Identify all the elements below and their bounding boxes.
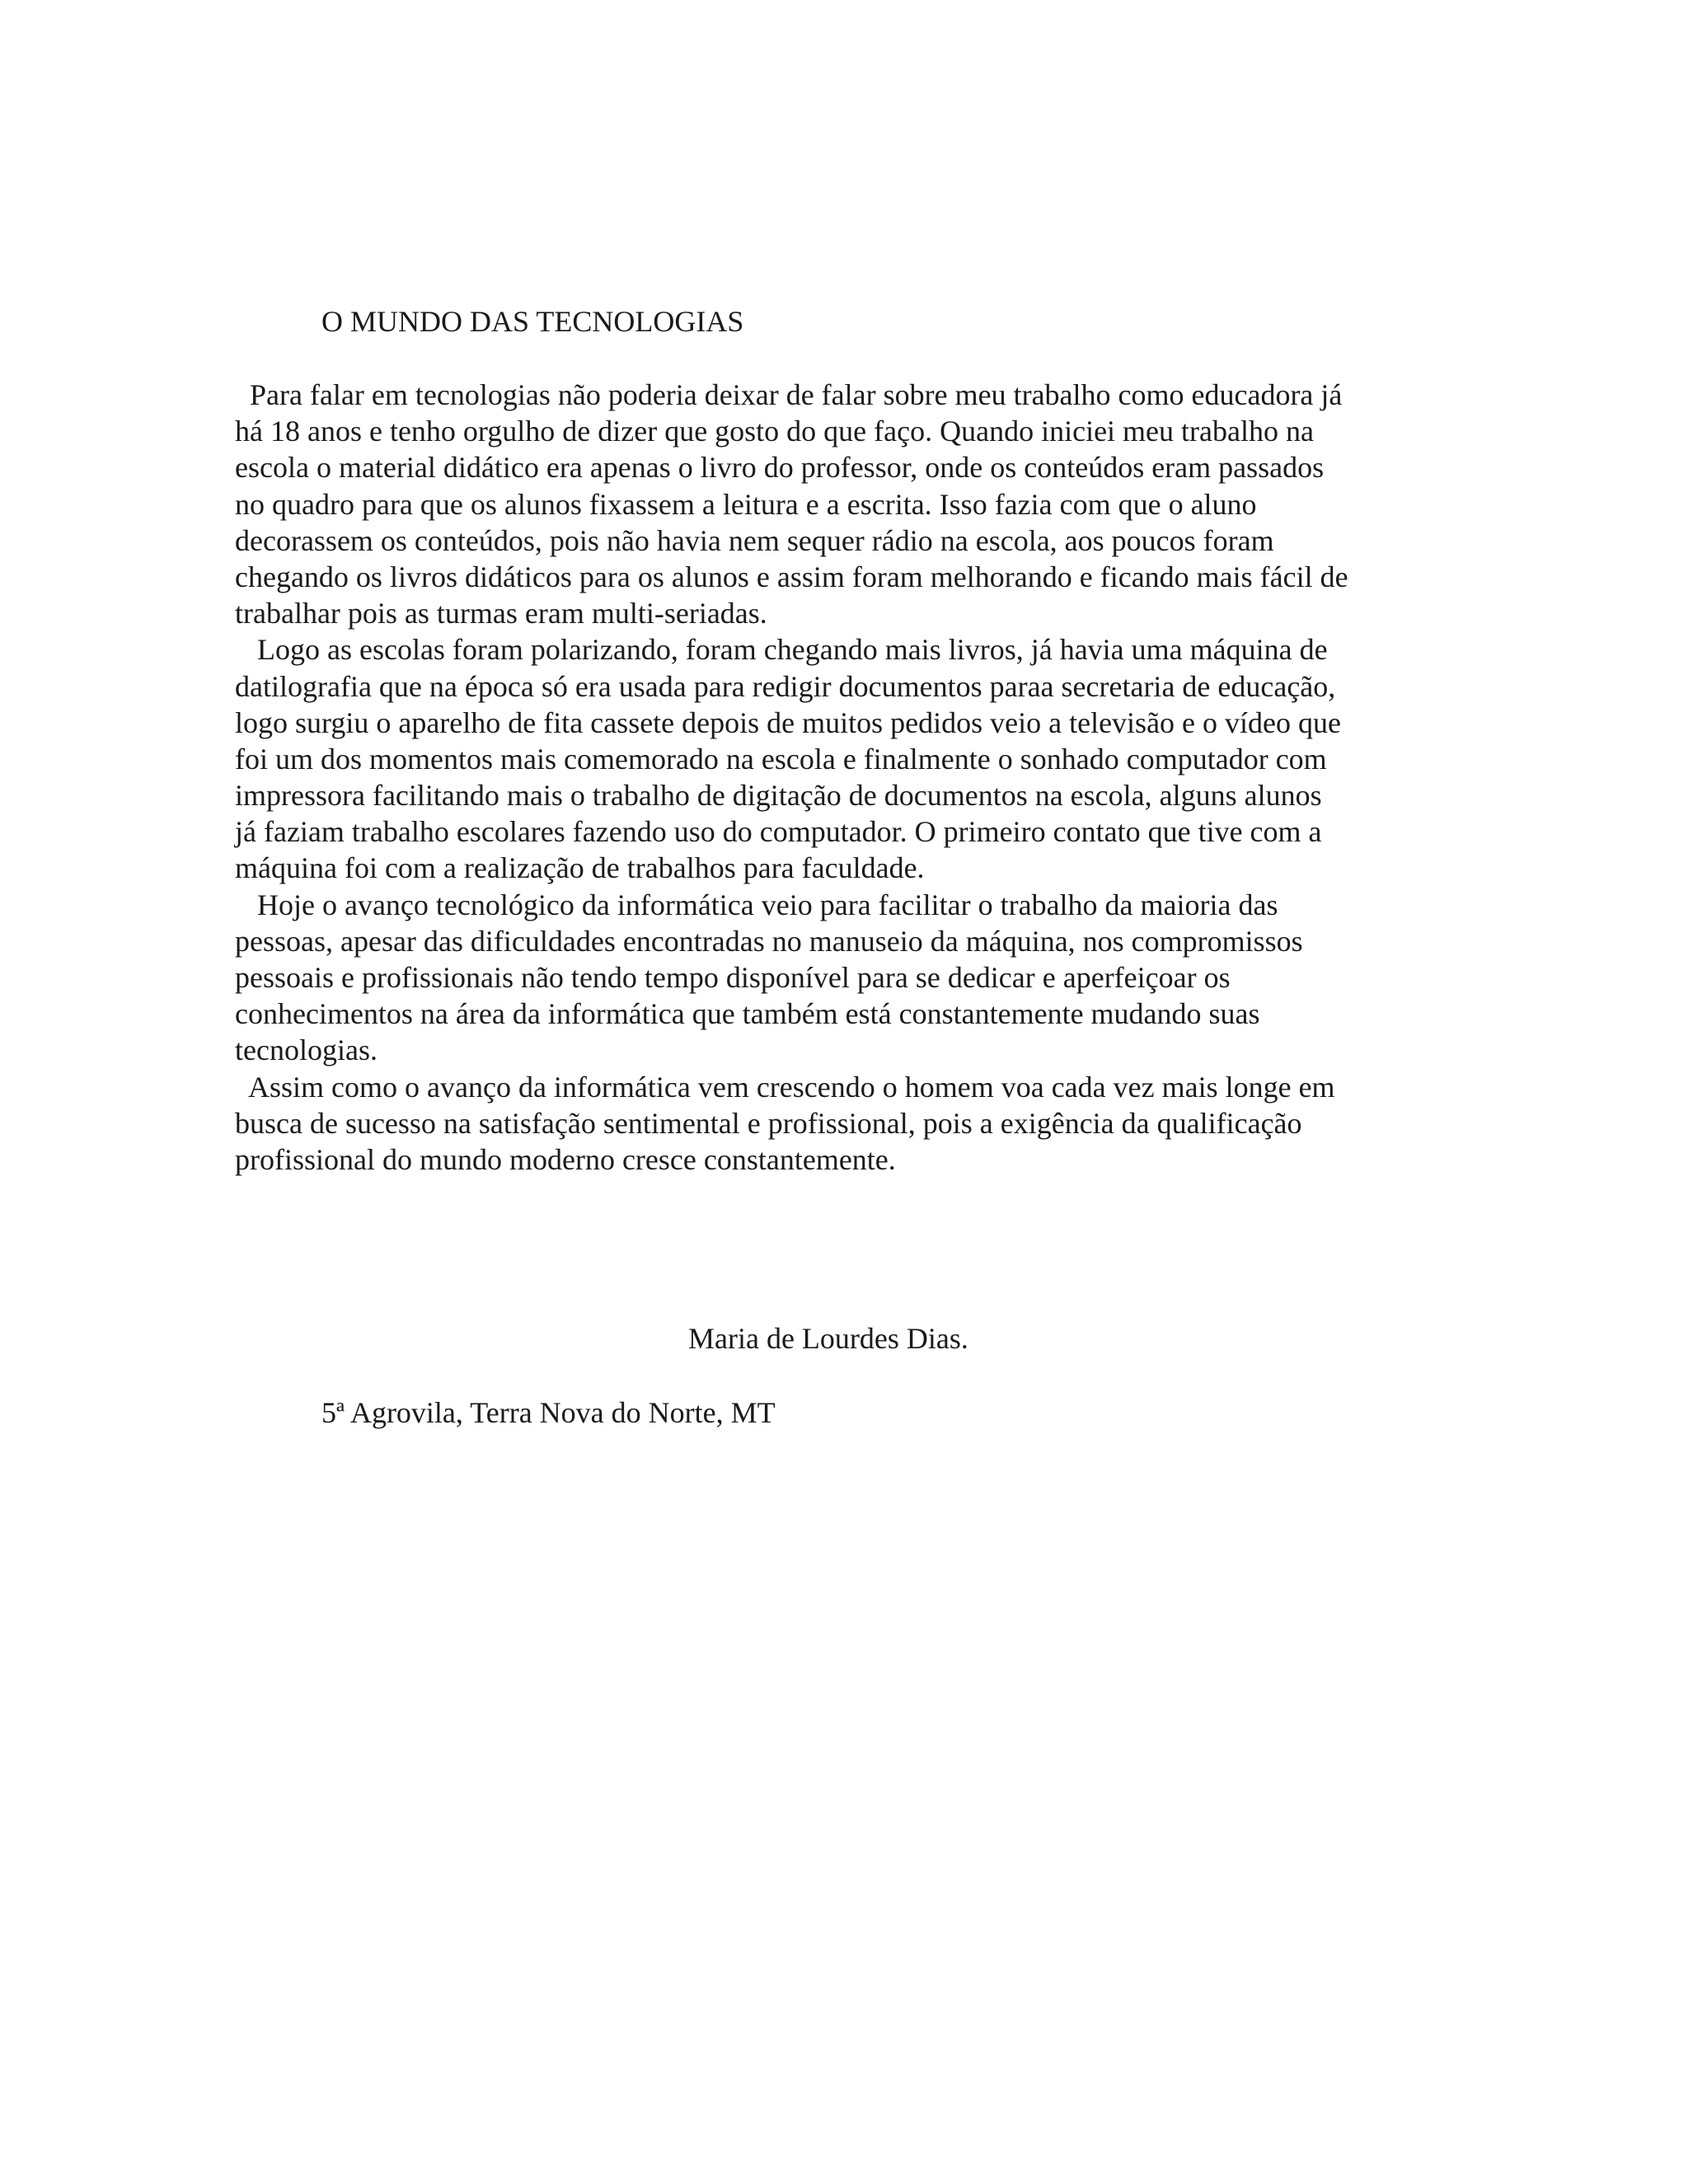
body-line: logo surgiu o aparelho de fita cassete depois de muitos pedidos veio a televisão e o vídeo que	[235, 705, 1341, 739]
body-line: máquina foi com a realização de trabalhos para faculdade.	[235, 851, 925, 885]
body-line: busca de sucesso na satisfação sentimental e profissional, pois a exigência da qualificação	[235, 1106, 1302, 1140]
body-line: já faziam trabalho escolares fazendo uso do computador. O primeiro contato que tive com a	[235, 815, 1322, 849]
body-line: trabalhar pois as turmas eram multi-seriadas.	[235, 597, 767, 630]
body-line: pessoas, apesar das dificuldades encontradas no manuseio da máquina, nos compromissos	[235, 924, 1303, 958]
author-signature: Maria de Lourdes Dias.	[688, 1322, 968, 1355]
body-line: profissional do mundo moderno cresce constantemente.	[235, 1142, 896, 1176]
body-line: chegando os livros didáticos para os alunos e assim foram melhorando e ficando mais fácil de	[235, 560, 1348, 593]
body-line: decorassem os conteúdos, pois não havia nem sequer rádio na escola, aos poucos foram	[235, 523, 1274, 557]
body-line: Logo as escolas foram polarizando, foram chegando mais livros, já havia uma máquina de	[235, 633, 1328, 667]
body-line: escola o material didático era apenas o livro do professor, onde os conteúdos eram passados	[235, 451, 1325, 485]
body-line: Para falar em tecnologias não poderia deixar de falar sobre meu trabalho como educadora já	[235, 378, 1343, 411]
body-line: pessoais e profissionais não tendo tempo disponível para se dedicar e aperfeiçoar os	[235, 961, 1231, 994]
document-body	[235, 377, 1471, 1178]
document-title: O MUNDO DAS TECNOLOGIAS	[321, 305, 744, 338]
body-line: impressora facilitando mais o trabalho de digitação de documentos na escola, alguns alunos	[235, 779, 1322, 813]
body-line: no quadro para que os alunos fixassem a leitura e a escrita. Isso fazia com que o aluno	[235, 487, 1257, 521]
body-line: há 18 anos e tenho orgulho de dizer que gosto do que faço. Quando iniciei meu trabalho na	[235, 415, 1314, 448]
body-line: conhecimentos na área da informática que também está constantemente mudando suas	[235, 997, 1260, 1031]
body-line: Hoje o avanço tecnológico da informática veio para facilitar o trabalho da maioria das	[235, 888, 1278, 921]
body-line: Assim como o avanço da informática vem crescendo o homem voa cada vez mais longe em	[235, 1070, 1335, 1104]
body-line: tecnologias.	[235, 1033, 377, 1067]
body-line: foi um dos momentos mais comemorado na escola e finalmente o sonhado computador com	[235, 742, 1327, 776]
author-location: 5ª Agrovila, Terra Nova do Norte, MT	[321, 1396, 776, 1429]
body-line: datilografia que na época só era usada para redigir documentos paraa secretaria de educação,	[235, 669, 1336, 703]
